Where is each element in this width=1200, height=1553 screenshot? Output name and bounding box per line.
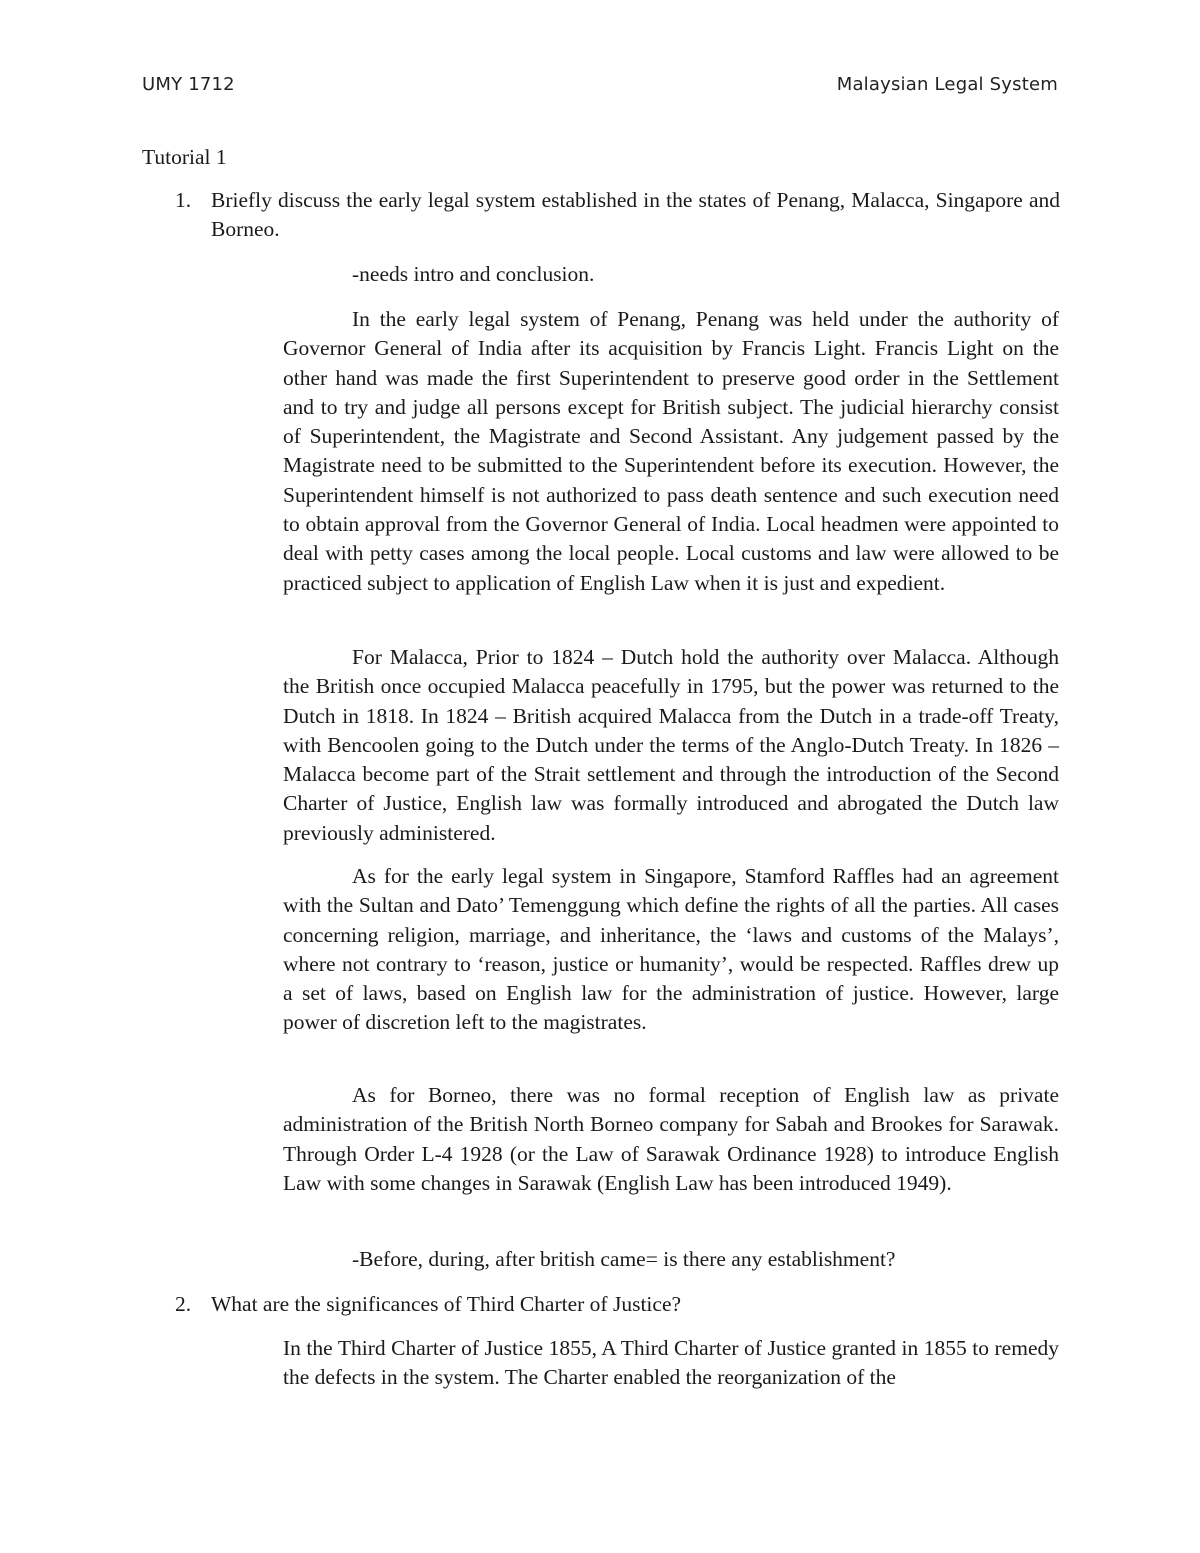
question-1-text: Briefly discuss the early legal system established in the states of Penang, Malacca, Singapore and Borneo. xyxy=(211,188,1060,242)
header-course-code: UMY 1712 xyxy=(142,74,235,95)
tutorial-title: Tutorial 1 xyxy=(142,145,227,169)
paragraph-singapore: As for the early legal system in Singapore, Stamford Raffles had an agreement with the Sultan and Dato’ Temenggung which define the rights of all the parties. All cases concerning religion, marriage, and inheritance, the ‘laws and customs of the Malays’, where not contrary to ‘reason, justice or humanity’, would be respected. Raffles drew up a set of laws, based on English law for the administration of justice. However, large power of discretion left to the magistrates. xyxy=(283,864,1059,1035)
note-intro-conclusion: -needs intro and conclusion. xyxy=(352,262,595,286)
paragraph-malacca: For Malacca, Prior to 1824 – Dutch hold the authority over Malacca. Although the British once occupied Malacca peacefully in 1795, but the power was returned to the Dutch in 1818. In 1824 – British acquired Malacca from the Dutch in a trade-off Treaty, with Bencoolen going to the Dutch under the terms of the Anglo-Dutch Treaty. In 1826 – Malacca become part of the Strait settlement and through the introduction of the Second Charter of Justice, English law was formally introduced and abrogated the Dutch law previously administered. xyxy=(283,645,1059,845)
question-2 xyxy=(175,1290,1060,1319)
paragraph-borneo: As for Borneo, there was no formal reception of English law as private administration of the British North Borneo company for Sabah and Brookes for Sarawak. Through Order L-4 1928 (or the Law of Sarawak Ordinance 1928) to introduce English Law with some changes in Sarawak (English Law has been introduced 1949). xyxy=(283,1083,1059,1195)
header-course-title: Malaysian Legal System xyxy=(836,74,1058,95)
note-before-during-after: -Before, during, after british came= is there any establishment? xyxy=(352,1247,896,1271)
question-2-text: What are the significances of Third Charter of Justice? xyxy=(211,1292,682,1316)
question-1 xyxy=(175,186,1060,245)
paragraph-penang: In the early legal system of Penang, Penang was held under the authority of Governor General of India after its acquisition by Francis Light. Francis Light on the other hand was made the first Superintendent to preserve good order in the Settlement and to try and judge all persons except for British subject. The judicial hierarchy consist of Superintendent, the Magistrate and Second Assistant. Any judgement passed by the Magistrate need to be submitted to the Superintendent before its execution. However, the Superintendent himself is not authorized to pass death sentence and such execution need to obtain approval from the Governor General of India. Local headmen were appointed to deal with petty cases among the local people. Local customs and law were allowed to be practiced subject to application of English Law when it is just and expedient. xyxy=(283,307,1059,595)
question-2-number: 2. xyxy=(175,1292,192,1316)
question-1-number: 1. xyxy=(175,188,192,212)
paragraph-third-charter: In the Third Charter of Justice 1855, A Third Charter of Justice granted in 1855 to remedy the defects in the system. The Charter enabled the reorganization of the xyxy=(283,1336,1059,1390)
